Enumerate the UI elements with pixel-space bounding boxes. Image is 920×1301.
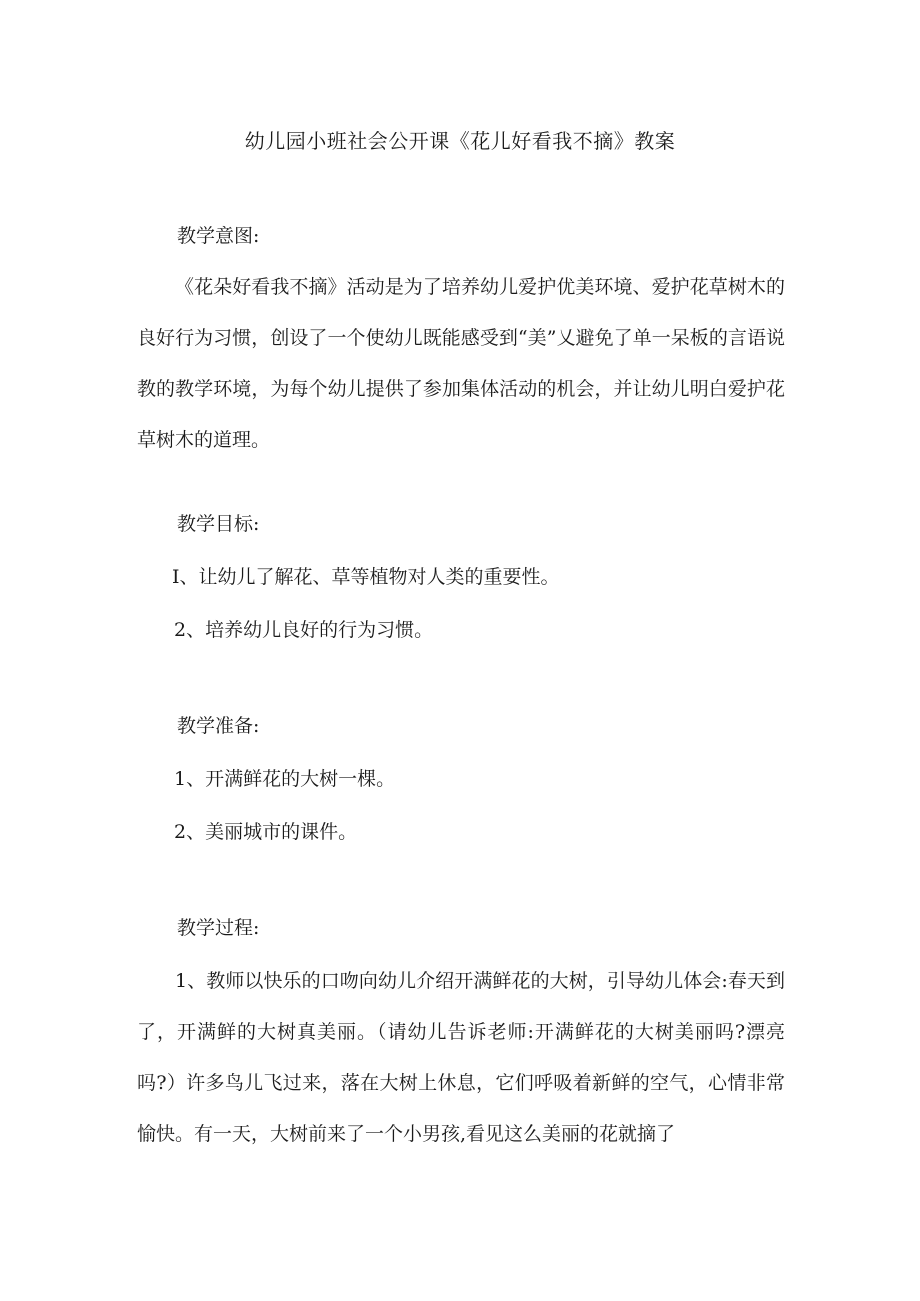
preparation-item-1: 1、开满鲜花的大树一棵。 — [174, 768, 396, 790]
preparation-item-2: 2、美丽城市的课件。 — [174, 821, 358, 843]
intent-paragraph: 《花朵好看我不摘》活动是为了培养幼儿爱护优美环境、爱护花草树木的良好行为习惯，创设了一个使幼儿既能感受到“美”乂避免了单一呆板的言语说教的教学环境，为每个幼儿提供了参加集体活动的机会，并让幼儿明白爱护花草树木的道理。 — [137, 276, 785, 451]
section-heading-preparation: 教学准备: — [177, 715, 260, 737]
goal-item-2: 2、培养幼儿良好的行为习惯。 — [174, 619, 434, 641]
document-title: 幼儿园小班社会公开课《花儿好看我不摘》教案 — [244, 129, 676, 153]
section-heading-intent: 教学意图: — [177, 225, 260, 247]
section-heading-goals: 教学目标: — [177, 513, 260, 535]
section-heading-process: 教学过程: — [177, 917, 260, 939]
goal-item-1: I、让幼儿了解花、草等植物对人类的重要性。 — [172, 566, 560, 588]
process-paragraph: 1、教师以快乐的口吻向幼儿介绍开满鲜花的大树，引导幼儿体会:春天到了，开满鲜的大树真美丽。（请幼儿告诉老师:开满鲜花的大树美丽吗?漂亮吗?）许多鸟儿飞过来，落在大树上休息，它们呼吸着新鲜的空气，心情非常愉快。有一天，大树前来了一个小男孩,看见这么美丽的花就摘了 — [137, 970, 785, 1145]
